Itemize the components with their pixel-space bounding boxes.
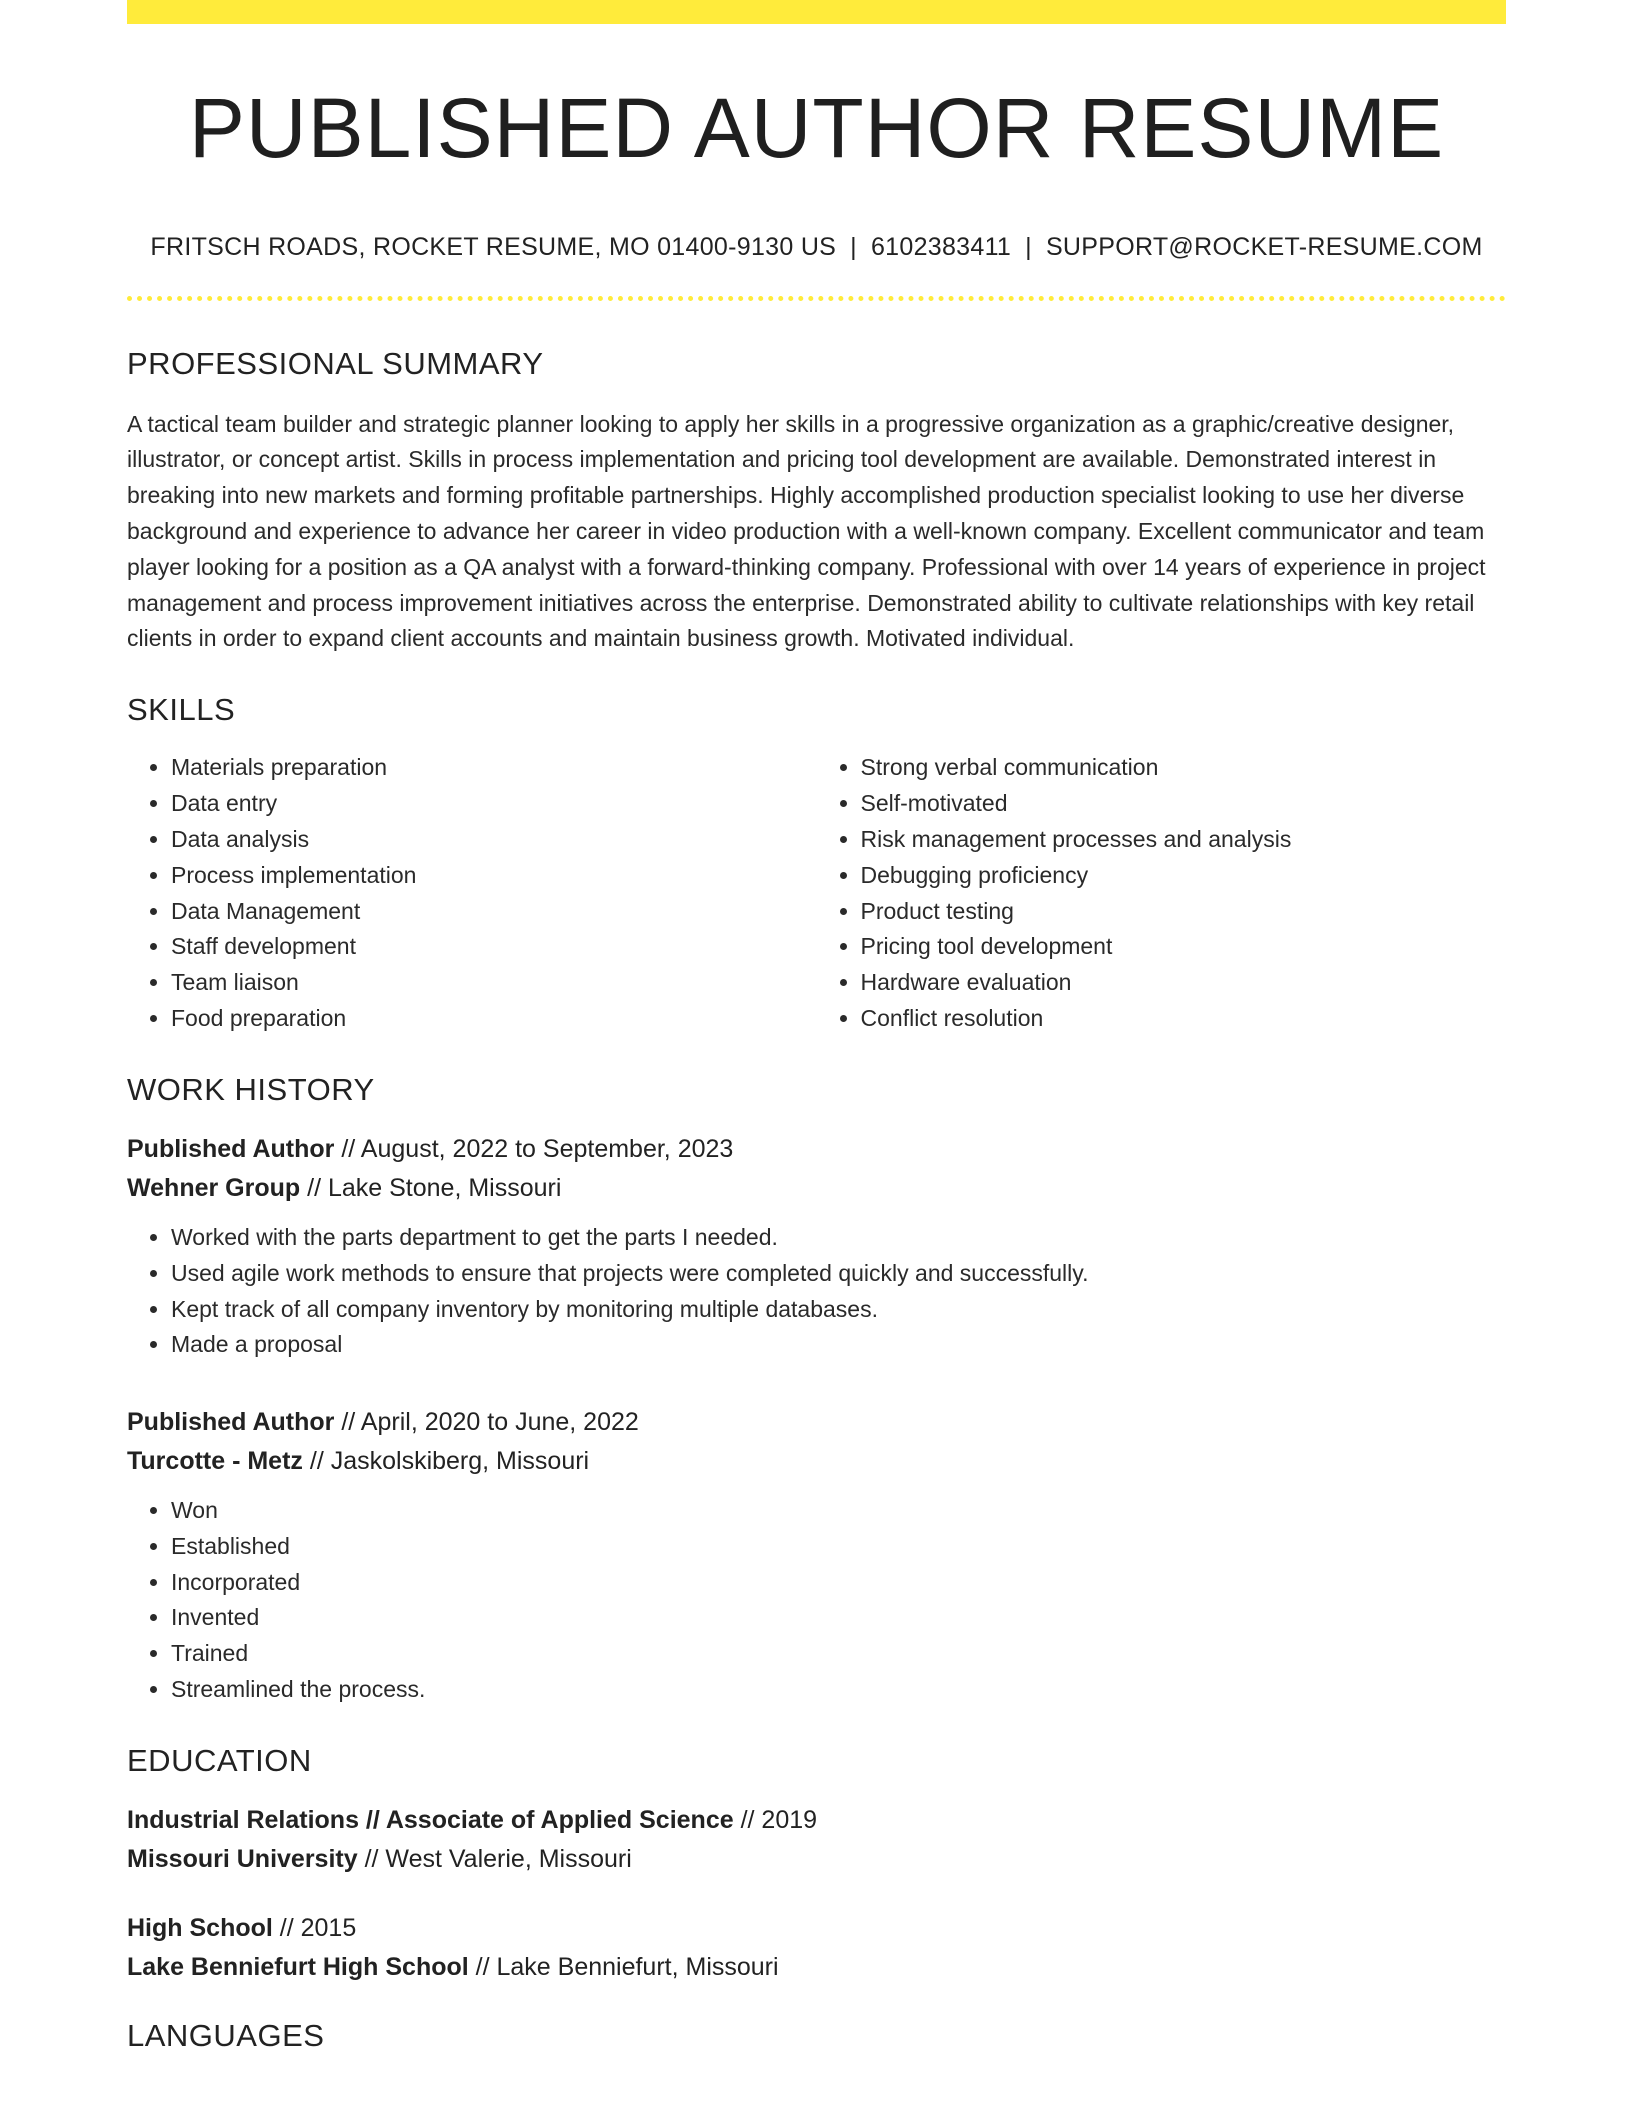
job-company: Wehner Group bbox=[127, 1173, 301, 1202]
contact-address: FRITSCH ROADS, ROCKET RESUME, MO 01400-9130 US bbox=[150, 233, 837, 262]
job-bullet: • Established bbox=[171, 1529, 1506, 1565]
job-role: Published Author bbox=[127, 1134, 335, 1163]
skill-item: • Self-motivated bbox=[861, 786, 1507, 822]
education-location: // West Valerie, Missouri bbox=[357, 1845, 632, 1874]
job-bullet: • Incorporated bbox=[171, 1565, 1506, 1601]
education-degree-line bbox=[127, 1801, 1506, 1840]
skill-item: • Staff development bbox=[171, 929, 817, 965]
education-entry bbox=[127, 1801, 1506, 1879]
skill-item: • Data entry bbox=[171, 786, 817, 822]
work-history-heading: WORK HISTORY bbox=[127, 1071, 375, 1107]
education-school-line bbox=[127, 1948, 1506, 1987]
skill-item: • Conflict resolution bbox=[861, 1001, 1507, 1037]
skill-item: • Data Management bbox=[171, 894, 817, 930]
job-company-line bbox=[127, 1442, 1506, 1481]
job-dates: // August, 2022 to September, 2023 bbox=[334, 1134, 734, 1163]
skill-item: • Debugging proficiency bbox=[861, 858, 1507, 894]
education-degree: Industrial Relations // Associate of Applied Science bbox=[127, 1806, 734, 1835]
skill-item: • Product testing bbox=[861, 894, 1507, 930]
education-heading: EDUCATION bbox=[127, 1742, 312, 1778]
skill-item: • Materials preparation bbox=[171, 750, 817, 786]
education-location: // Lake Benniefurt, Missouri bbox=[468, 1953, 779, 1982]
job-role: Published Author bbox=[127, 1408, 335, 1437]
job-dates: // April, 2020 to June, 2022 bbox=[334, 1408, 639, 1437]
skill-item: • Team liaison bbox=[171, 965, 817, 1001]
skill-item: • Process implementation bbox=[171, 858, 817, 894]
skill-item: • Strong verbal communication bbox=[861, 750, 1507, 786]
education-year: // 2019 bbox=[733, 1806, 818, 1835]
job-entry bbox=[127, 1403, 1506, 1708]
job-bullet: • Used agile work methods to ensure that projects were completed quickly and successfully. bbox=[171, 1256, 1506, 1292]
job-bullet: • Invented bbox=[171, 1600, 1506, 1636]
contact-email: SUPPORT@ROCKET-RESUME.COM bbox=[1045, 233, 1483, 262]
job-company-line bbox=[127, 1169, 1506, 1208]
skill-item: • Risk management processes and analysis bbox=[861, 822, 1507, 858]
skills-list-right bbox=[817, 750, 1507, 1036]
education-school-line bbox=[127, 1840, 1506, 1879]
contact-phone: 6102383411 bbox=[870, 233, 1012, 262]
skill-item: • Hardware evaluation bbox=[861, 965, 1507, 1001]
contact-separator: | bbox=[850, 233, 857, 262]
contact-line bbox=[127, 232, 1506, 262]
skills-heading: SKILLS bbox=[127, 692, 236, 728]
education-degree-line bbox=[127, 1909, 1506, 1948]
job-bullets bbox=[127, 1220, 1506, 1363]
education-entry bbox=[127, 1909, 1506, 1987]
job-role-line bbox=[127, 1130, 1506, 1169]
dotted-divider bbox=[127, 296, 1506, 301]
job-company: Turcotte - Metz bbox=[127, 1447, 303, 1476]
education-year: // 2015 bbox=[272, 1914, 357, 1943]
job-bullet: • Won bbox=[171, 1493, 1506, 1529]
job-bullet: • Kept track of all company inventory by monitoring multiple databases. bbox=[171, 1292, 1506, 1328]
skill-item: • Food preparation bbox=[171, 1001, 817, 1037]
skill-item: • Pricing tool development bbox=[861, 929, 1507, 965]
job-bullet: • Streamlined the process. bbox=[171, 1672, 1506, 1708]
resume-title: PUBLISHED AUTHOR RESUME bbox=[188, 81, 1445, 175]
education-school: Missouri University bbox=[127, 1845, 358, 1874]
job-location: // Jaskolskiberg, Missouri bbox=[302, 1447, 590, 1476]
job-bullet: • Worked with the parts department to get the parts I needed. bbox=[171, 1220, 1506, 1256]
job-entry bbox=[127, 1130, 1506, 1363]
skill-item: • Data analysis bbox=[171, 822, 817, 858]
job-location: // Lake Stone, Missouri bbox=[300, 1173, 562, 1202]
education-school: Lake Benniefurt High School bbox=[127, 1953, 469, 1982]
summary-heading: PROFESSIONAL SUMMARY bbox=[127, 346, 544, 382]
summary-text: A tactical team builder and strategic planner looking to apply her skills in a progressive organization as a graphic/creative designer, illustrator, or concept artist. Skills in process implementation and pricing tool development are available. Demonstrated interest in breaking into new markets and forming profitable partnerships. Highly accomplished production specialist looking to use her diverse background and experience to advance her career in video production with a well-known company. Excellent communicator and team player looking for a position as a QA analyst with a forward-thinking company. Professional with over 14 years of experience in project management and process improvement initiatives across the enterprise. Demonstrated ability to cultivate relationships with key retail clients in order to expand client accounts and maintain business growth. Motivated individual. bbox=[127, 410, 1486, 652]
education-degree: High School bbox=[127, 1914, 273, 1943]
job-bullets bbox=[127, 1493, 1506, 1708]
job-bullet: • Made a proposal bbox=[171, 1327, 1506, 1363]
contact-separator: | bbox=[1025, 233, 1032, 262]
job-role-line bbox=[127, 1403, 1506, 1442]
languages-heading: LANGUAGES bbox=[127, 2018, 325, 2054]
skills-list-left bbox=[127, 750, 817, 1036]
job-bullet: • Trained bbox=[171, 1636, 1506, 1672]
skills-columns bbox=[127, 750, 1506, 1036]
top-accent-bar bbox=[127, 0, 1506, 24]
